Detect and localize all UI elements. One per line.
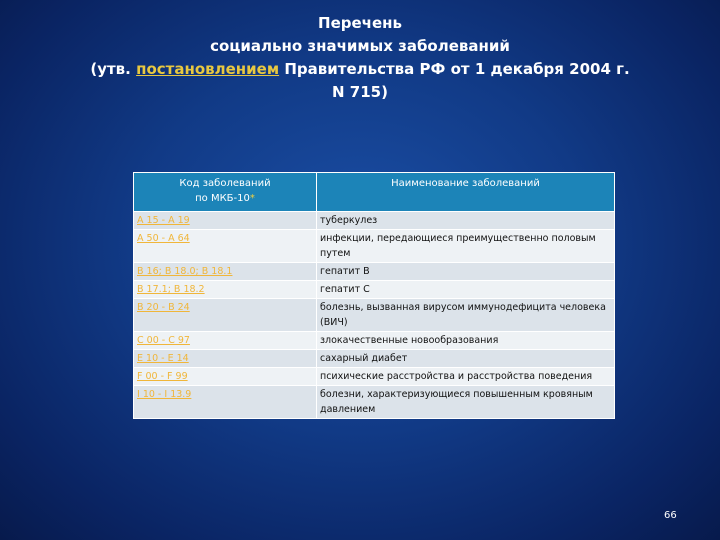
- table-row: [134, 263, 615, 281]
- slide-title: [0, 12, 720, 104]
- table-row: [134, 299, 615, 332]
- table-row: [134, 332, 615, 350]
- title-line-1: Перечень: [318, 14, 402, 32]
- table-row: [134, 212, 615, 230]
- disease-name: психические расстройства и расстройства поведения: [317, 368, 615, 386]
- table-header-row: [134, 173, 615, 212]
- table-row: [134, 281, 615, 299]
- title-line-4: N 715): [332, 83, 388, 101]
- code-link[interactable]: F 00 - F 99: [134, 368, 317, 386]
- disease-name: гепатит С: [317, 281, 615, 299]
- page-number: 66: [664, 510, 677, 521]
- code-link[interactable]: А 15 - А 19: [134, 212, 317, 230]
- disease-name: злокачественные новообразования: [317, 332, 615, 350]
- code-link[interactable]: А 50 - А 64: [134, 230, 317, 263]
- table-row: [134, 386, 615, 419]
- code-link[interactable]: Е 10 - Е 14: [134, 350, 317, 368]
- title-suffix: Правительства РФ от 1 декабря 2004 г.: [279, 60, 630, 78]
- disease-name: инфекции, передающиеся преимущественно половым путем: [317, 230, 615, 263]
- table-row: [134, 230, 615, 263]
- disease-name: болезни, характеризующиеся повышенным кровяным давлением: [317, 386, 615, 419]
- code-link[interactable]: В 17.1; В 18.2: [134, 281, 317, 299]
- disease-name: туберкулез: [317, 212, 615, 230]
- disease-name: болезнь, вызванная вирусом иммунодефицита человека (ВИЧ): [317, 299, 615, 332]
- table-row: [134, 350, 615, 368]
- code-link[interactable]: В 16; В 18.0; В 18.1: [134, 263, 317, 281]
- title-line-2: социально значимых заболеваний: [210, 37, 510, 55]
- diseases-table: [133, 172, 615, 419]
- header-code-line-2: [138, 191, 312, 206]
- code-link[interactable]: I 10 - I 13.9: [134, 386, 317, 419]
- table-row: [134, 368, 615, 386]
- disease-name: гепатит В: [317, 263, 615, 281]
- code-link[interactable]: В 20 - В 24: [134, 299, 317, 332]
- header-code: [134, 173, 317, 212]
- decree-link[interactable]: постановлением: [136, 60, 280, 78]
- header-code-label: по МКБ-10: [195, 193, 250, 204]
- footnote-star-link[interactable]: *: [249, 193, 255, 204]
- title-line-3: [0, 58, 720, 81]
- disease-name: сахарный диабет: [317, 350, 615, 368]
- title-prefix: (утв.: [90, 60, 137, 78]
- code-link[interactable]: С 00 - С 97: [134, 332, 317, 350]
- header-name: Наименование заболеваний: [317, 173, 615, 212]
- header-code-line-1: Код заболеваний: [179, 178, 271, 189]
